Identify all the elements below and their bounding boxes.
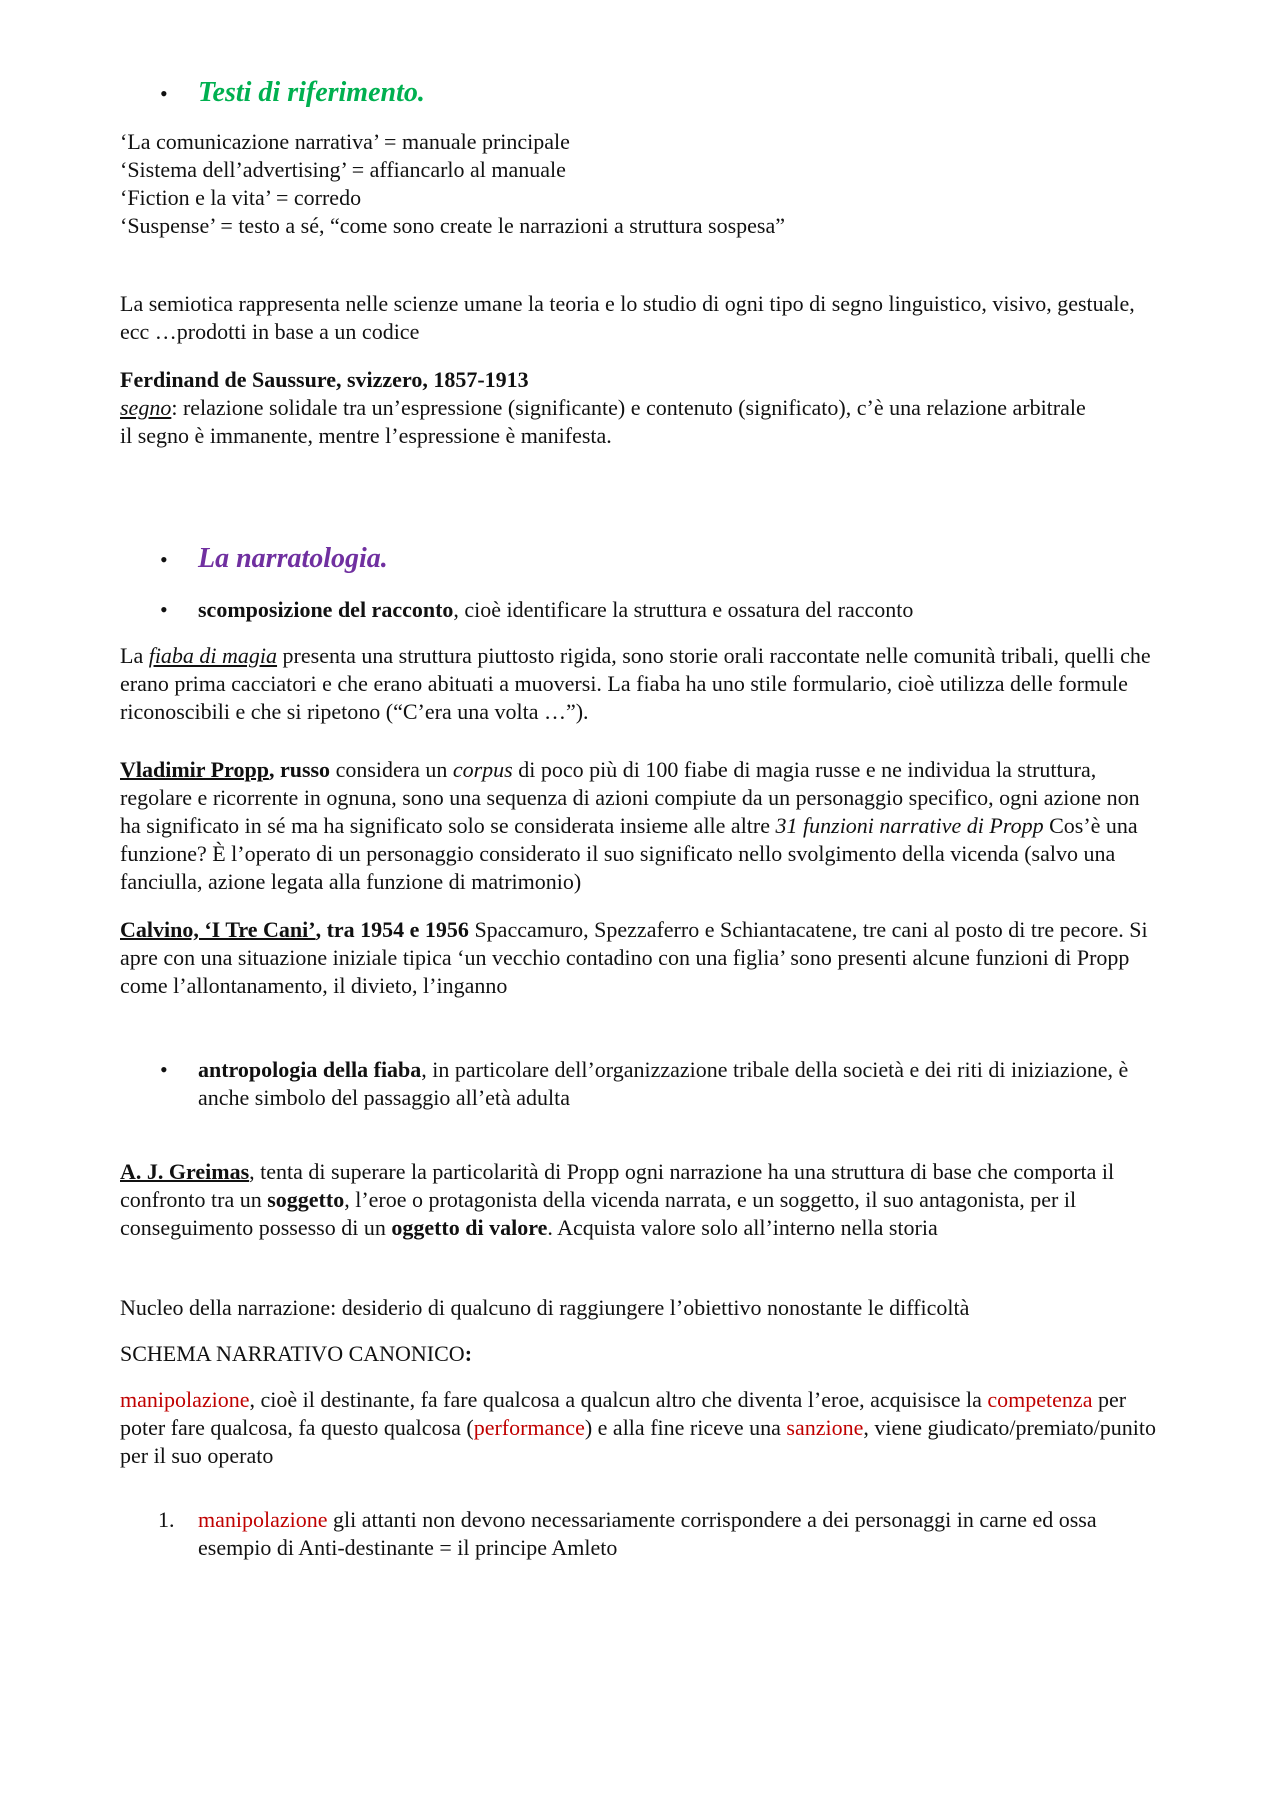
schema-text: , cioè il destinante, fa fare qualcosa a qualcun altro che diventa l’eroe, acquisisce la (249, 1387, 988, 1412)
propp-name: Vladimir Propp (120, 757, 269, 782)
term-performance: performance (473, 1415, 585, 1440)
schema-text: , viene giudicato/premiato/punito per il suo operato (120, 1415, 1157, 1468)
propp-paragraph (120, 756, 1160, 896)
list-line2: esempio di Anti-destinante = il principe Amleto (198, 1535, 618, 1560)
term-manipolazione-list: manipolazione (198, 1507, 328, 1532)
reference-line: ‘Suspense’ = testo a sé, “come sono create le narrazioni a struttura sospesa” (120, 213, 786, 238)
bullet-rest-text: , cioè identificare la struttura e ossatura del racconto (453, 597, 914, 622)
saussure-heading: Ferdinand de Saussure, svizzero, 1857-1913 (120, 367, 529, 392)
antropologia-term: antropologia della fiaba (198, 1057, 422, 1082)
propp-text: Cos’è una funzione? È l’operato di un personaggio considerato il suo significato nello svolgimento della vicenda (salvo una fanciulla, azione legata alla funzione di matrimonio) (120, 813, 1138, 894)
segno-definition (120, 394, 1160, 422)
bullet-antropologia-text (198, 1056, 1158, 1112)
numbered-line (198, 1506, 1158, 1534)
saussure-section (120, 366, 1160, 450)
schema-heading (120, 1340, 1160, 1368)
schema-paragraph (120, 1386, 1160, 1470)
antropologia-rest: , in particolare dell’organizzazione tribale della società e dei riti di iniziazione, è anche simbolo del passaggio all’età adulta (198, 1057, 1129, 1110)
segno-def-text: : relazione solidale tra un’espressione (significante) e contenuto (significato), c’è una relazione arbitrale (171, 395, 1086, 420)
heading-narratologia: La narratologia. (198, 543, 388, 574)
segno-line2: il segno è immanente, mentre l’espressione è manifesta. (120, 423, 612, 448)
semiotica-paragraph: La semiotica rappresenta nelle scienze umane la teoria e lo studio di ogni tipo di segno linguistico, visivo, gestuale, ecc …prodotti in base a un codice (120, 291, 1135, 344)
term-sanzione: sanzione (786, 1415, 864, 1440)
calvino-paragraph (120, 916, 1160, 1000)
reference-line: ‘Fiction e la vita’ = corredo (120, 185, 362, 210)
fiaba-paragraph (120, 642, 1160, 726)
term-competenza: competenza (987, 1387, 1093, 1412)
propp-text: di poco più di 100 fiabe di magia russe e ne individua la struttura, regolare e ricorrente in ognuna, sono una sequenza di azioni compiute da un personaggio specifico, ogni azione non ha significato in sé ma ha significato solo se considerata insieme alle altre (120, 757, 1140, 838)
greimas-paragraph (120, 1158, 1160, 1242)
heading-testi-di-riferimento: Testi di riferimento. (198, 77, 425, 108)
term-manipolazione: manipolazione (120, 1387, 250, 1412)
schema-heading-text: SCHEMA NARRATIVO CANONICO (120, 1341, 465, 1366)
schema-text: per poter fare qualcosa, fa questo qualcosa ( (120, 1387, 1127, 1440)
greimas-text: . Acquista valore solo all’interno nella storia (547, 1215, 938, 1240)
bullet-icon: • (160, 597, 168, 622)
corpus-term: corpus (452, 757, 513, 782)
reference-line: ‘Sistema dell’advertising’ = affiancarlo al manuale (120, 157, 566, 182)
reference-line: ‘La comunicazione narrativa’ = manuale principale (120, 129, 570, 154)
schema-text: ) e alla fine riceve una (584, 1415, 787, 1440)
bullet-bold-term: scomposizione del racconto (198, 597, 454, 622)
greimas-text: , tenta di superare la particolarità di Propp ogni narrazione ha una struttura di base che comporta il confronto tra un (120, 1159, 1115, 1212)
list-rest: gli attanti non devono necessariamente corrispondere a dei personaggi in carne ed ossa (327, 1507, 1097, 1532)
bullet-scomposizione-text (198, 596, 1158, 624)
bullet-icon: • (160, 81, 168, 106)
oggetto-term: oggetto di valore (391, 1215, 548, 1240)
segno-term: segno (120, 395, 172, 420)
greimas-text: , l’eroe o protagonista della vicenda narrata, e un soggetto, il suo antagonista, per il conseguimento possesso di un (120, 1187, 1077, 1240)
greimas-name: A. J. Greimas (120, 1159, 250, 1184)
nucleo-paragraph: Nucleo della narrazione: desiderio di qualcuno di raggiungere l’obiettivo nonostante le difficoltà (120, 1295, 970, 1320)
calvino-heading-rest: , tra 1954 e 1956 (315, 917, 469, 942)
fiaba-term: fiaba di magia (148, 643, 278, 668)
propp-suffix: , russo (268, 757, 331, 782)
bullet-icon: • (160, 1057, 168, 1082)
funzioni-term: 31 funzioni narrative di Propp (775, 813, 1044, 838)
calvino-heading: Calvino, ‘I Tre Cani’ (120, 917, 316, 942)
list-number: 1. (158, 1507, 175, 1532)
schema-colon: : (464, 1341, 473, 1366)
fiaba-rest: presenta una struttura piuttosto rigida, sono storie orali raccontate nelle comunità tribali, quelli che erano prima cacciatori e che erano abituati a muoversi. La fiaba ha uno stile formulario, cioè utilizza delle formule riconoscibili e che si ripetono (“C’era una volta …”). (120, 643, 1151, 724)
fiaba-pre: La (120, 643, 149, 668)
propp-text: considera un (330, 757, 453, 782)
calvino-text: Spaccamuro, Spezzaferro e Schiantacatene, tre cani al posto di tre pecore. Si apre con una situazione iniziale tipica ‘un vecchio contadino con una figlia’ sono presenti alcune funzioni di Propp come l’allontanamento, il divieto, l’inganno (120, 917, 1148, 998)
reference-list (120, 128, 1160, 240)
numbered-item-text (198, 1506, 1158, 1562)
bullet-icon: • (160, 547, 168, 572)
soggetto-term: soggetto (267, 1187, 345, 1212)
